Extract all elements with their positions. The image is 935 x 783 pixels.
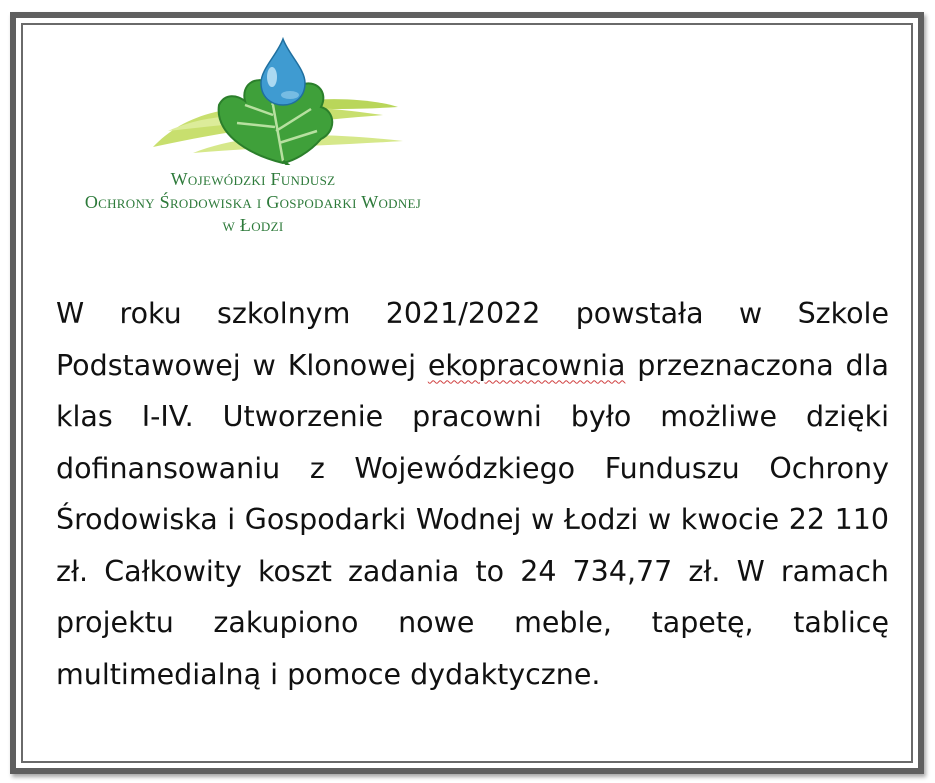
logo-text — [63, 168, 443, 237]
spellcheck-word[interactable]: ekopracownia — [427, 348, 626, 382]
document-inner-frame — [21, 23, 913, 763]
logo-text-line-2: Ochrony Środowiska i Gospodarki Wodnej — [84, 192, 422, 212]
body-text-end: przeznaczona dla klas I-IV. Utworzenie pracowni było możliwe dzięki dofinansowaniu z Wojewódzkiego Funduszu Ochrony Środowiska i Gospodarki Wodnej w Łodzi w kwocie 22 110 zł. Całkowity koszt zadania to 24 734,77 zł. W ramach projektu zakupiono nowe meble, tapetę, tablicę multimedialną i pomoce dydaktyczne. — [56, 348, 889, 691]
document-frame — [10, 12, 924, 774]
wfosigw-logo — [63, 35, 443, 240]
body-paragraph — [56, 288, 889, 700]
body-text-start: W roku szkolnym 2021/2022 powstała w Szkole Podstawowej w Klonowej — [56, 297, 889, 382]
logo-text-line-3: w Łodzi — [222, 215, 284, 235]
logo-text-line-1: Wojewódzki Fundusz — [170, 169, 336, 189]
leaf-water-drop-logo-icon — [133, 35, 403, 165]
